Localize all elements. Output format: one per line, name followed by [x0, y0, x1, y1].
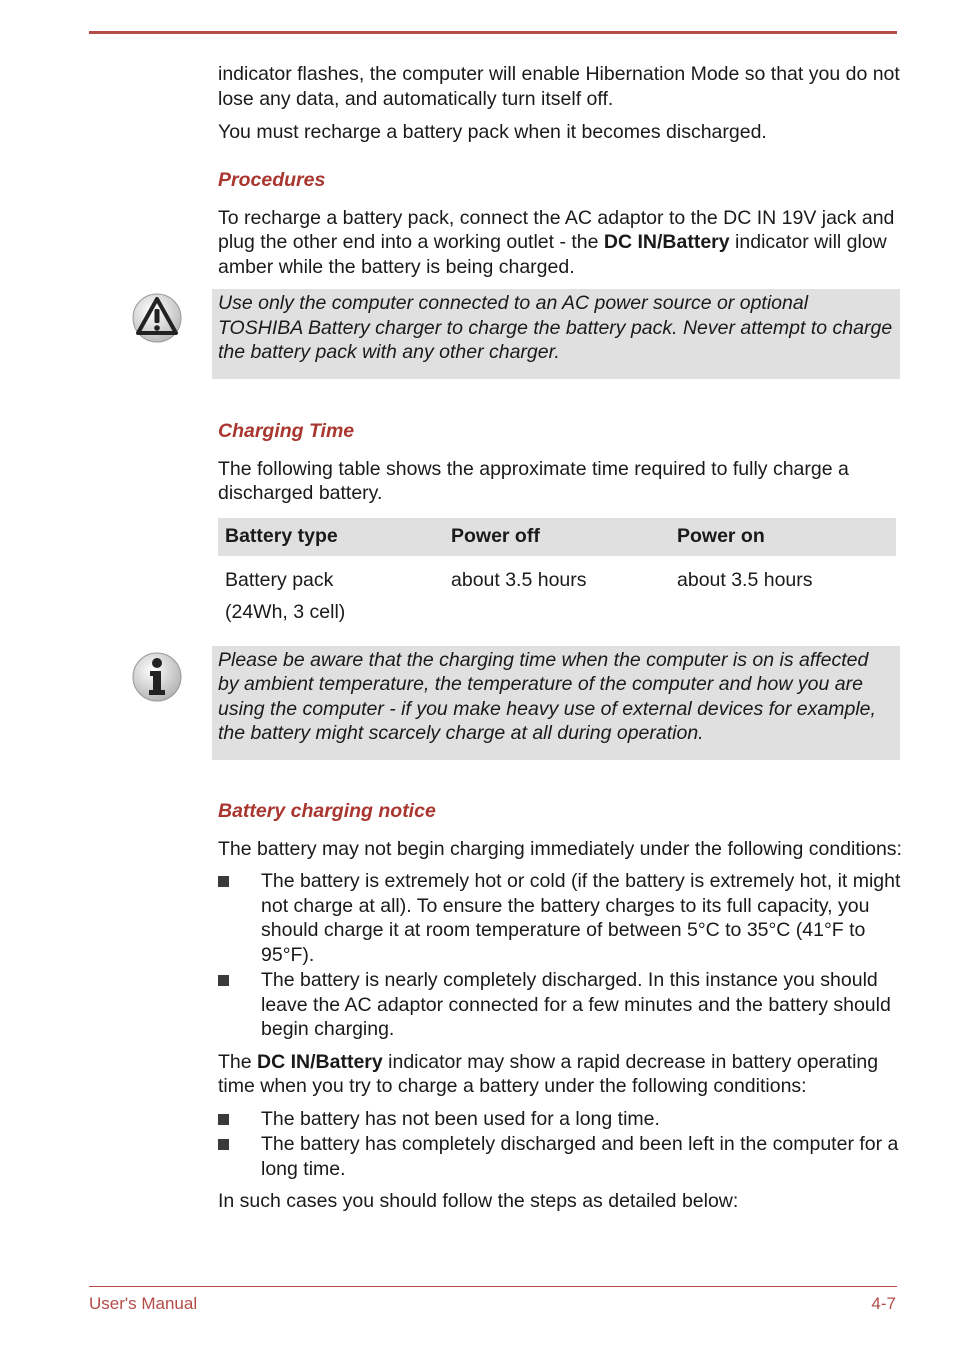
list-item: [218, 968, 902, 1042]
bullet-square: [218, 1114, 229, 1125]
page-number: 4-7: [871, 1294, 896, 1313]
table-row: [218, 556, 896, 628]
list-item: [218, 1132, 902, 1181]
column-header-battery-type: Battery type: [218, 518, 444, 556]
warning-text: Use only the computer connected to an AC power source or optional TOSHIBA Battery charger to charge the battery pack. Never attempt to charge the battery pack with any other charger.: [218, 292, 893, 363]
dc-in-battery-label: DC IN/Battery: [603, 231, 730, 253]
indicator-text-after: indicator may show a rapid decrease in battery operating time when you try to charge a battery under the following conditions:: [218, 1050, 879, 1097]
indicator-text-before: The: [218, 1050, 258, 1073]
charging-time-heading: Charging Time: [218, 419, 355, 442]
header-rule: [89, 31, 897, 34]
recharge-paragraph: You must recharge a battery pack when it becomes discharged.: [218, 121, 767, 143]
footer-rule: [89, 1286, 897, 1287]
charging-time-intro: The following table shows the approximate time required to fully charge a discharged battery.: [218, 457, 849, 504]
list-item: [218, 869, 902, 967]
warning-note: [212, 289, 900, 379]
footer-manual-title: User's Manual: [89, 1294, 198, 1313]
battery-type-line-1: Battery pack: [225, 568, 334, 591]
info-icon: [130, 650, 184, 704]
procedures-heading: Procedures: [218, 168, 326, 191]
warning-triangle-icon: [130, 291, 184, 345]
charging-time-table: [218, 518, 896, 628]
cell-battery-type: [218, 556, 444, 628]
battery-type-line-2: (24Wh, 3 cell): [225, 600, 346, 623]
cell-power-off: about 3.5 hours: [451, 568, 587, 591]
notice-intro: The battery may not begin charging immediately under the following conditions:: [218, 837, 902, 860]
list-item-text: The battery is nearly completely discharged. In this instance you should leave the AC adaptor connected for a few minutes and the battery should begin charging.: [261, 969, 891, 1040]
battery-charging-notice-heading: Battery charging notice: [218, 799, 436, 822]
list-item-text: The battery is extremely hot or cold (if the battery is extremely hot, it might not charge at all). To ensure the battery charges to its full capacity, you should charge it at room temperature of between 5°C to 35°C (41°F to 95°F).: [261, 870, 901, 966]
table-header-row: [218, 518, 896, 556]
list-item-text: The battery has not been used for a long time.: [261, 1107, 660, 1130]
procedures-text-before: To recharge a battery pack, connect the AC adaptor to the DC IN 19V jack and plug the other end into a working outlet - the: [218, 206, 895, 253]
continued-paragraph: indicator flashes, the computer will enable Hibernation Mode so that you do not lose any data, and automatically turn itself off.: [218, 63, 900, 110]
dc-in-battery-label: DC IN/Battery: [257, 1050, 383, 1073]
bullet-square: [218, 876, 229, 887]
rapid-decrease-list: [218, 1107, 902, 1182]
info-note-text: Please be aware that the charging time when the computer is on is affected by ambient temperature, the temperature of the computer and how you are using the computer - if you make heavy use of external devices for example, the battery might scarcely charge at all during operation.: [218, 648, 876, 744]
procedures-text-after: indicator will glow amber while the battery is being charged.: [218, 231, 887, 278]
bullet-square: [218, 1139, 229, 1150]
list-item-text: The battery has completely discharged and been left in the computer for a long time.: [261, 1133, 899, 1180]
info-note: [212, 646, 900, 760]
procedures-paragraph: [218, 206, 902, 280]
bullet-square: [218, 975, 229, 986]
conditions-list: [218, 869, 902, 1042]
closing-paragraph: In such cases you should follow the steps as detailed below:: [218, 1190, 739, 1212]
indicator-paragraph: [218, 1050, 902, 1099]
column-header-power-on: Power on: [670, 518, 896, 556]
list-item: [218, 1107, 902, 1132]
page-content: [218, 62, 902, 1214]
cell-power-on: about 3.5 hours: [677, 568, 813, 591]
column-header-power-off: Power off: [444, 518, 670, 556]
